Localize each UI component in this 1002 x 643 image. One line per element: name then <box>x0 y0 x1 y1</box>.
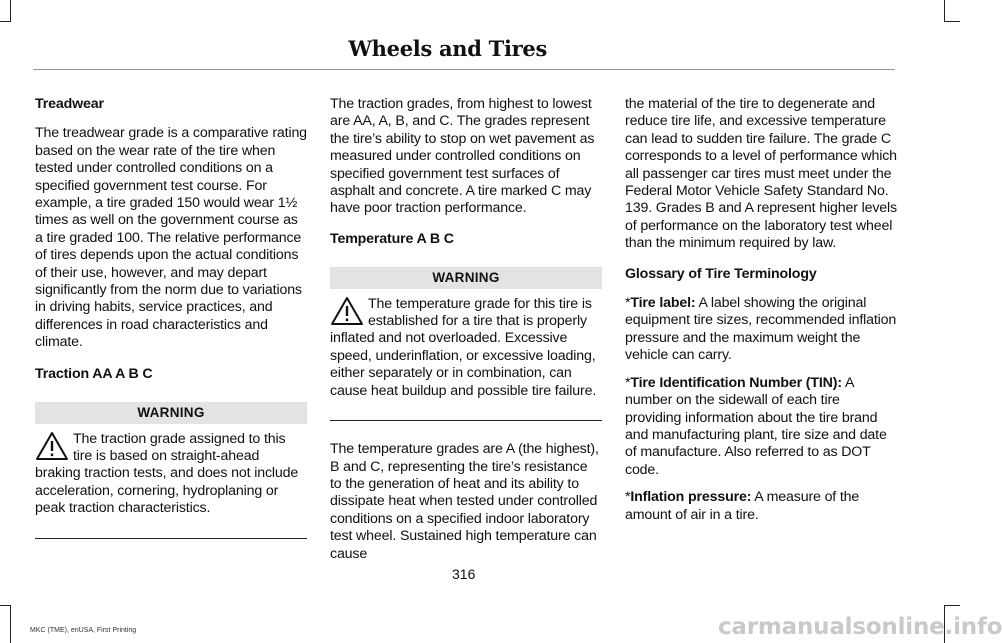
glossary-definition: A measure of the amount of air in a tire. <box>625 489 860 523</box>
column-3 <box>625 96 897 534</box>
crop-mark <box>10 0 11 22</box>
column-2 <box>330 96 602 573</box>
section-heading-glossary: Glossary of Tire Terminology <box>625 265 817 282</box>
section-heading-traction: Traction AA A B C <box>35 365 153 382</box>
page-title: Wheels and Tires <box>348 36 547 61</box>
section-heading-treadwear: Treadwear <box>35 96 104 112</box>
glossary-star: * <box>625 295 631 312</box>
warning-text: The traction grade assigned to this tire is based on straight-ahead braking traction tests, and does not include acceleration, cornering, hydroplaning or peak traction characteristics. <box>35 430 299 517</box>
warning-box <box>330 296 602 421</box>
warning-label: WARNING <box>330 267 602 288</box>
glossary-star: * <box>625 374 631 391</box>
crop-mark <box>945 21 960 22</box>
warning-triangle-icon <box>35 431 69 461</box>
glossary-definition: A number on the sidewall of each tire providing information about the tire brand and manufacturing plant, tire size and date of manufacture. Also referred to as DOT code. <box>625 374 887 478</box>
glossary-star: * <box>625 489 631 506</box>
warning-box <box>35 431 307 539</box>
traction-grades-paragraph: The traction grades, from highest to lowest are AA, A, B, and C. The grades represent the tire’s ability to stop on wet pavement as measured under controlled conditions on specified government test surfaces of asphalt and concrete. A tire marked C may have poor traction performance. <box>330 96 595 217</box>
printing-info: MKC (TME), enUSA, First Printing <box>30 627 137 634</box>
warning-label: WARNING <box>35 402 307 423</box>
warning-text: The temperature grade for this tire is established for a tire that is properly inflated and not overloaded. Excessive speed, underinflation, or excessive loading, either separately or in combination, can cause heat buildup and possible tire failure. <box>330 295 597 399</box>
glossary-entry-inflation-pressure <box>625 489 897 524</box>
column-1 <box>35 96 307 553</box>
glossary-term: Tire label: <box>630 295 696 312</box>
warning-triangle-icon <box>330 296 364 326</box>
section-heading-temperature: Temperature A B C <box>330 230 454 247</box>
crop-mark <box>944 0 945 22</box>
treadwear-paragraph: The treadwear grade is a comparative rating based on the wear rate of the tire when tested under controlled conditions on a specified government test course. For example, a tire graded 150 would wear 1½ times as well on the government course as a tire graded 100. The relative performance of tires depends upon the actual conditions of their use, however, and may depart significantly from the norm due to variations in driving habits, service practices, and differences in road characteristics and climate. <box>35 125 307 351</box>
temperature-grades-paragraph: The temperature grades are A (the highest), B and C, representing the tire’s resistance to the generation of heat and its ability to dissipate heat when tested under controlled conditions on a specified indoor laboratory test wheel. Sustained high temperature can cause <box>330 441 599 562</box>
crop-mark <box>10 605 11 643</box>
glossary-term: Tire Identification Number (TIN): <box>630 374 842 391</box>
crop-mark <box>945 605 960 606</box>
header-rule <box>33 69 895 70</box>
glossary-entry-tin <box>625 375 897 479</box>
page-number: 316 <box>452 566 476 582</box>
glossary-term: Inflation pressure: <box>630 489 752 506</box>
watermark: carmanualsonline.info <box>718 614 1002 640</box>
temperature-continued-paragraph: the material of the tire to degenerate and reduce tire life, and excessive temperature can lead to sudden tire failure. The grade C corresponds to a level of performance which all passenger car tires must meet under the Federal Motor Vehicle Safety Standard No. 139. Grades B and A represent higher levels of performance on the laboratory test wheel than the minimum required by law. <box>625 96 897 252</box>
crop-mark <box>0 21 10 22</box>
glossary-definition: A label showing the original equipment tire sizes, recommended inflation pressure and the maximum weight the vehicle can carry. <box>625 295 897 364</box>
glossary-entry-tire-label <box>625 295 897 365</box>
crop-mark <box>0 605 10 606</box>
